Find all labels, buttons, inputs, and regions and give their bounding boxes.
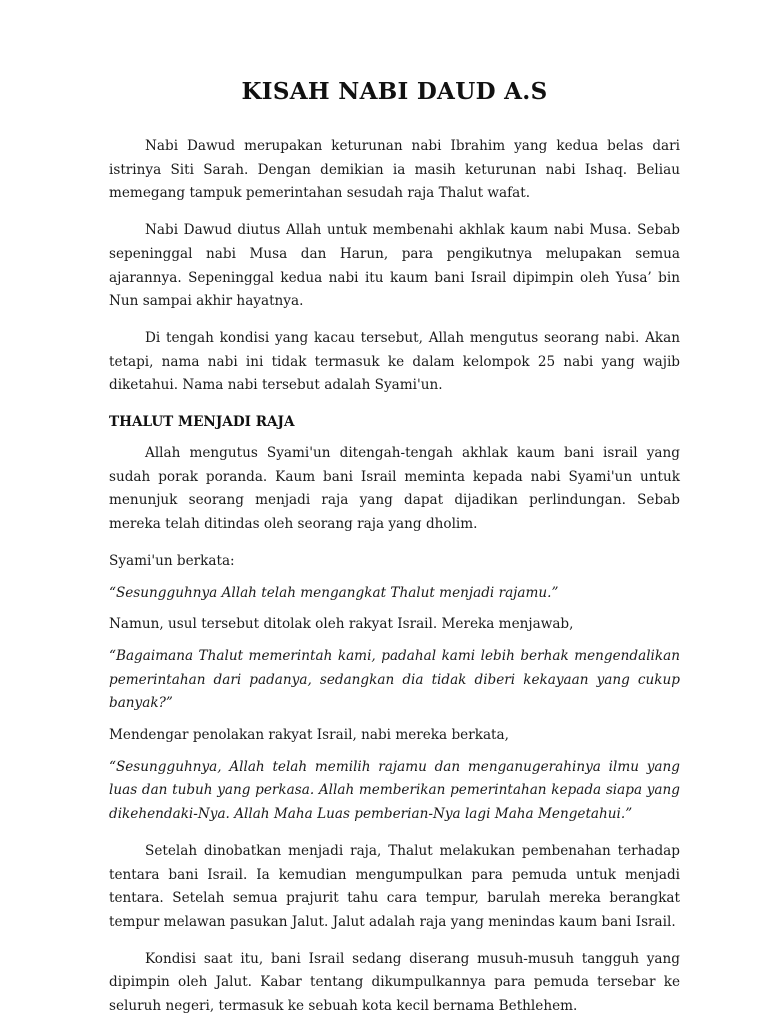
section-paragraph-4: Mendengar penolakan rakyat Israil, nabi mereka berkata,: [109, 727, 509, 744]
intro-paragraph-1: Nabi Dawud merupakan keturunan nabi Ibrahim yang kedua belas dari istrinya Siti Sarah. Dengan demikian ia masih keturunan nabi Ishaq. Beliau memegang tampuk pemerintahan sesudah raja Thalut wafat.: [109, 138, 680, 202]
section-paragraph-3: Namun, usul tersebut ditolak oleh rakyat Israil. Mereka menjawab,: [109, 616, 574, 633]
document-title: KISAH NABI DAUD A.S: [241, 78, 548, 105]
intro-paragraph-3: Di tengah kondisi yang kacau tersebut, Allah mengutus seorang nabi. Akan tetapi, nama nabi ini tidak termasuk ke dalam kelompok 25 nabi yang wajib diketahui. Nama nabi tersebut adalah Syami'un.: [109, 329, 680, 394]
quote-1: “Sesungguhnya Allah telah mengangkat Thalut menjadi rajamu.”: [109, 584, 559, 601]
section-paragraph-5: Setelah dinobatkan menjadi raja, Thalut melakukan pembenahan terhadap tentara bani Israil. Ia kemudian mengumpulkan para pemuda untuk menjadi tentara. Setelah semua prajurit tahu cara tempur, barulah mereka berangkat tempur melawan pasukan Jalut. Jalut adalah raja yang menindas kaum bani Israil.: [109, 842, 680, 930]
quote-3: “Sesungguhnya, Allah telah memilih rajamu dan menganugerahinya ilmu yang luas dan tubuh yang perkasa. Allah memberikan pemerintahan kepada siapa yang dikehendaki-Nya. Allah Maha Luas pemberian-Nya lagi Maha Mengetahui.”: [109, 758, 680, 823]
section-paragraph-2: Syami'un berkata:: [109, 552, 235, 569]
section-paragraph-6: Kondisi saat itu, bani Israil sedang diserang musuh-musuh tangguh yang dipimpin oleh Jalut. Kabar tentang dikumpulkannya para pemuda tersebar ke seluruh negeri, termasuk ke sebuah kota kecil bernama Bethlehem.: [109, 950, 680, 1015]
quote-2: “Bagaimana Thalut memerintah kami, padahal kami lebih berhak mengendalikan pemerintahan dari padanya, sedangkan dia tidak diberi kekayaan yang cukup banyak?”: [109, 647, 680, 712]
section-paragraph-1: Allah mengutus Syami'un ditengah-tengah akhlak kaum bani israil yang sudah porak poranda. Kaum bani Israil meminta kepada nabi Syami'un untuk menunjuk seorang menjadi raja yang dapat dijadikan perlindungan. Sebab mereka telah ditindas oleh seorang raja yang dholim.: [109, 445, 680, 533]
section-heading: THALUT MENJADI RAJA: [109, 414, 295, 431]
intro-paragraph-2: Nabi Dawud diutus Allah untuk membenahi akhlak kaum nabi Musa. Sebab sepeninggal nabi Musa dan Harun, para pengikutnya melupakan semua ajarannya. Sepeninggal kedua nabi itu kaum bani Israil dipimpin oleh Yusa’ bin Nun sampai akhir hayatnya.: [109, 222, 680, 310]
